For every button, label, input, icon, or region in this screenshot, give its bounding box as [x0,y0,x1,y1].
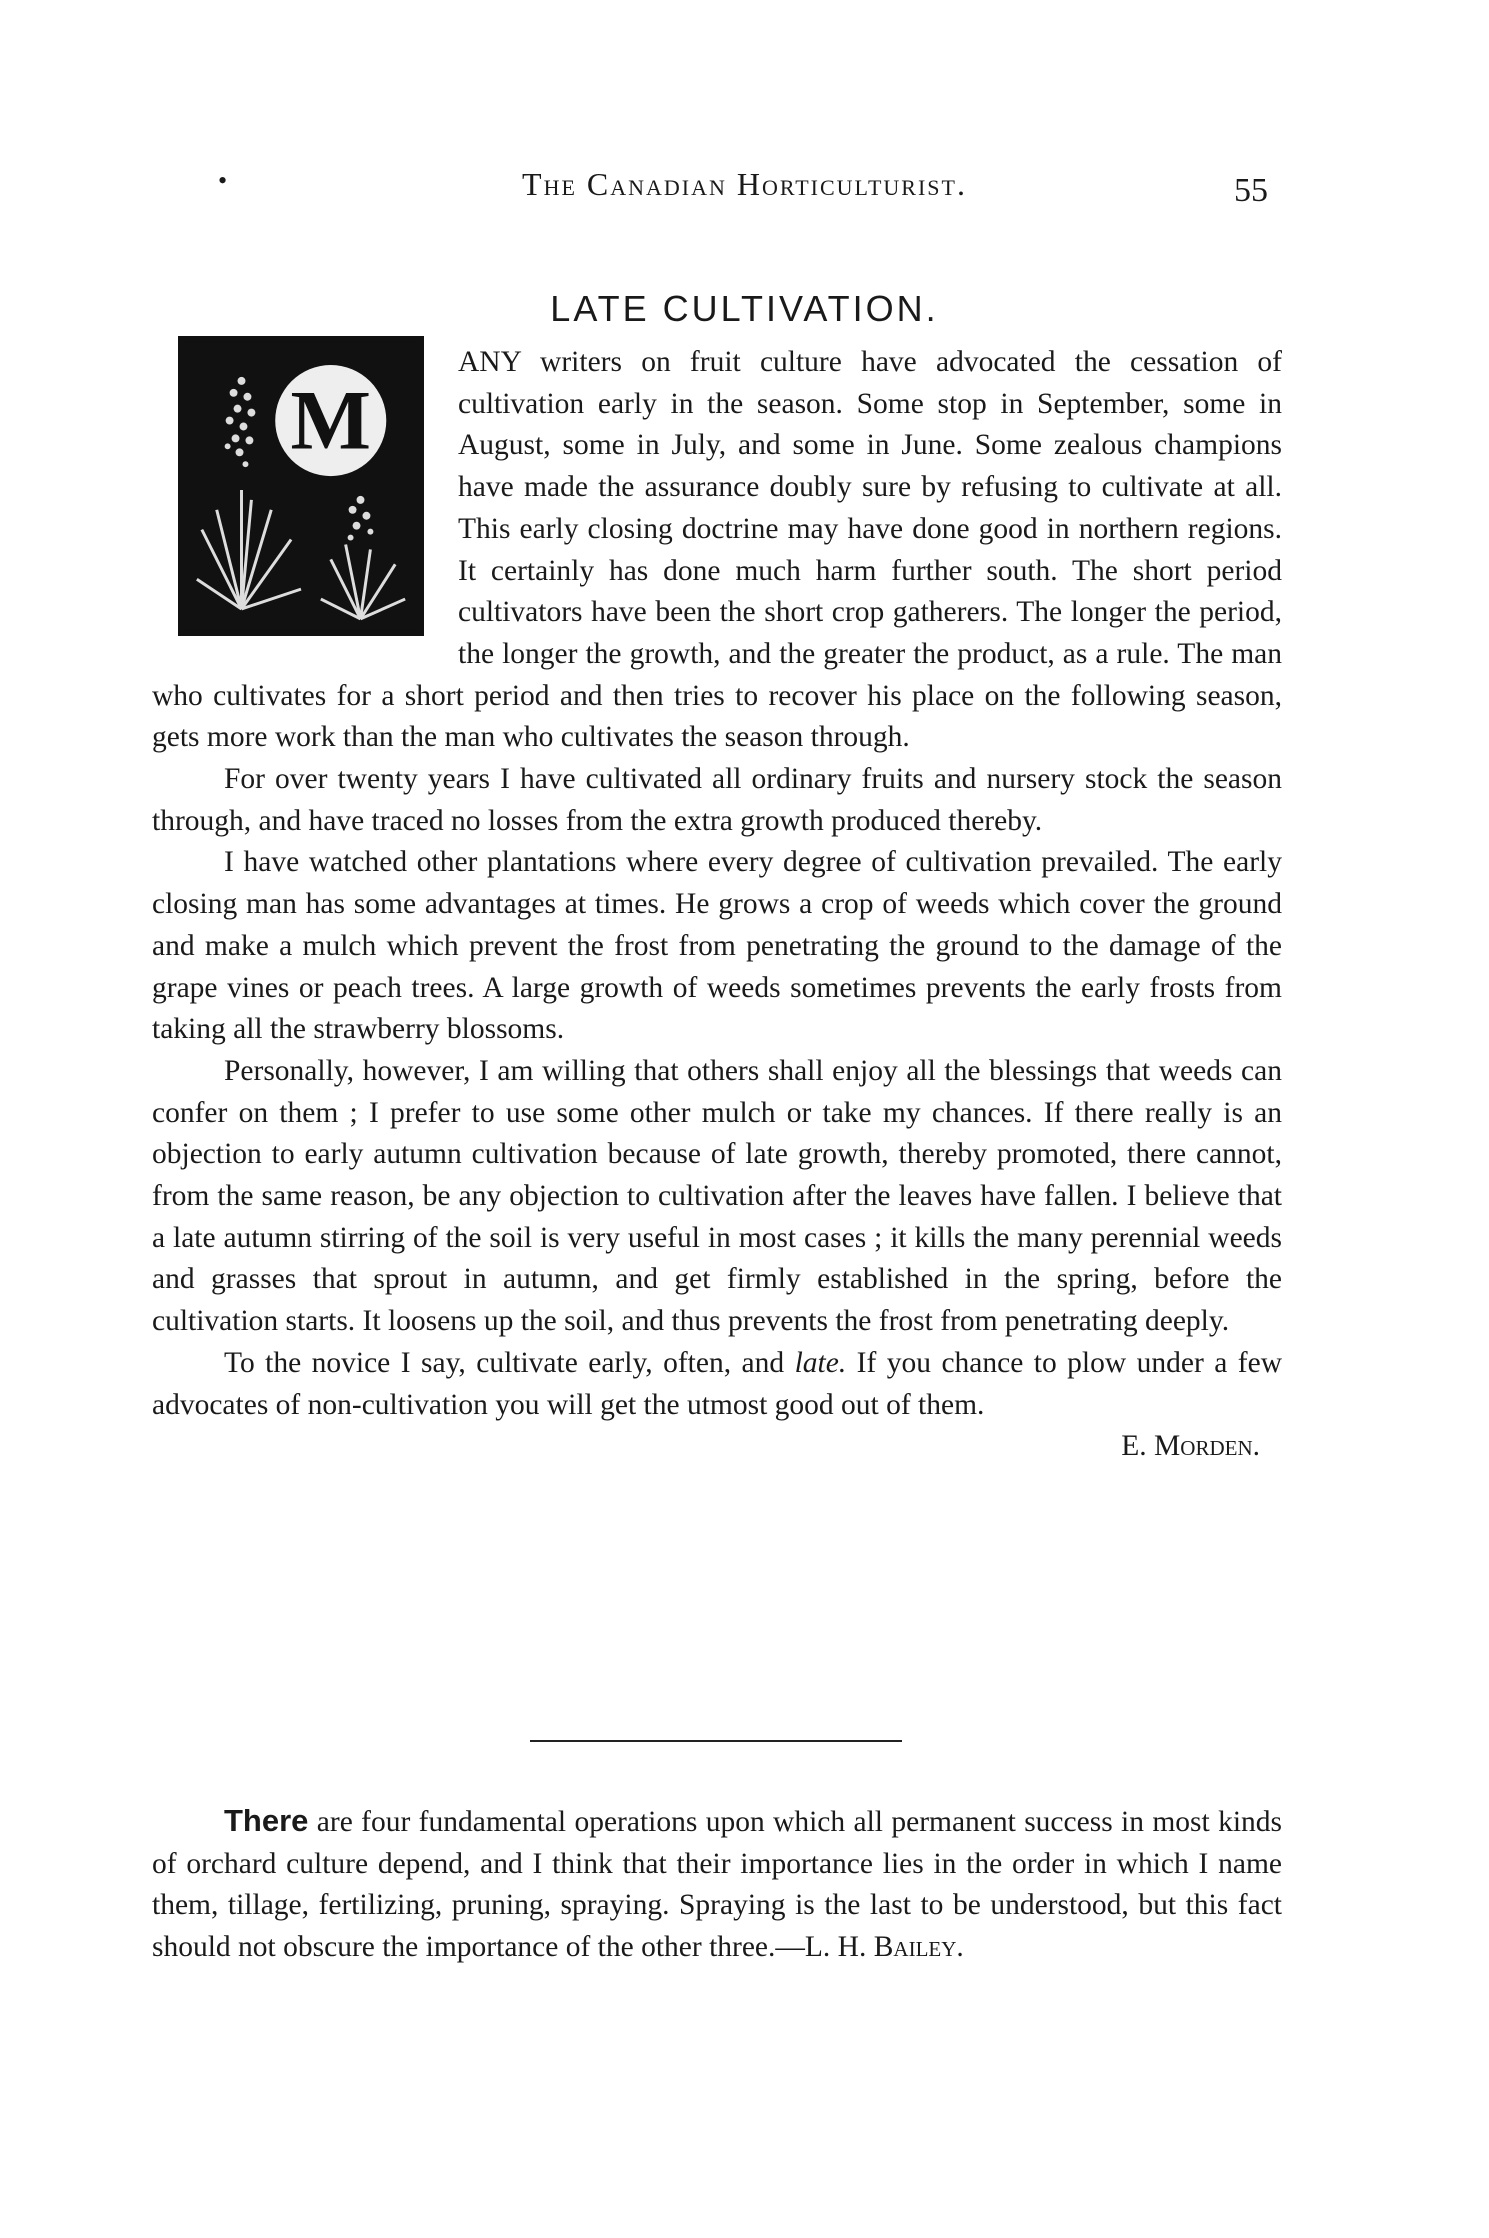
paragraph: For over twenty years I have cultivated all ordinary fruits and nursery stock the season through, and have traced no losses from the extra growth produced thereby. [152,763,1282,837]
running-header: The Canadian Horticulturist. [522,166,967,202]
article-body [152,342,1282,1468]
quote-author: L. H. Bailey. [804,1931,964,1964]
paragraph: Personally, however, I am willing that others shall enjoy all the blessings that weeds can confer on them ; I prefer to use some other mulch or take my chances. If there really is an objection to early autumn cultivation because of late growth, thereby promoted, there cannot, from the same reason, be any objection to cultivation after the leaves have fallen. I believe that a late autumn stirring of the soil is very useful in most cases ; it kills the many perennial weeds and grasses that sprout in autumn, and get firmly established in the spring, before the cultivation starts. It loosens up the soil, and thus prevents the frost from penetrating deeply. [152,1054,1282,1338]
quote-block [152,1800,1282,1969]
header-bullet: • [218,166,228,195]
lead-word: There [224,1803,309,1838]
page-number: 55 [1234,172,1268,209]
paragraph: There are four fundamental operations upon which all permanent success in most kinds of orchard culture depend, and I think that their importance lies in the order in which I name them, tillage, fertilizing, pruning, spraying. Spraying is the last to be understood, but this fact should not obscure the importance of the other three.—L. H. Bailey. [152,1803,1282,1964]
emphasis: late. [794,1346,847,1379]
paragraph: To the novice I say, cultivate early, often, and late. If you chance to plow under a few advocates of non-cultivation you will get the utmost good out of them. [152,1346,1282,1421]
paragraph: I have watched other plantations where every degree of cultivation prevailed. The early closing man has some advantages at times. He grows a crop of weeds which cover the ground and make a mulch which prevent the frost from penetrating the ground to the damage of the grape vines or peach trees. A large growth of weeds sometimes prevents the early frosts from taking all the strawberry blossoms. [152,846,1282,1046]
section-divider [530,1740,902,1742]
signature: E. Morden. [1121,1430,1260,1463]
article-title: LATE CULTIVATION. [550,288,939,330]
paragraph: ANY writers on fruit culture have advocated the cessation of cultivation early in the season. Some stop in September, some in August, some in July, and some in June. Some zealous champions have made the assurance doubly sure by refusing to cultivate at all. This early closing doctrine may have done good in northern regions. It certainly has done much harm further south. The short period cultivators have been the short crop gatherers. The longer the period, the longer the growth, and the greater the product, as a rule. The man who cultivates for a short period and then tries to recover his place on the following season, gets more work than the man who cultivates the season through. [152,346,1282,754]
svg-text:M: M [290,373,371,468]
